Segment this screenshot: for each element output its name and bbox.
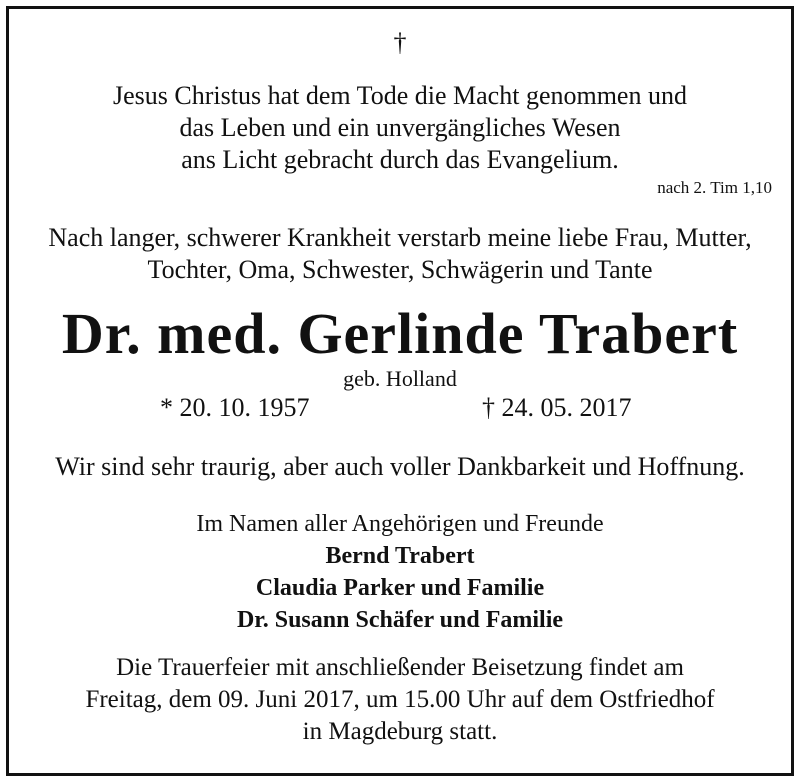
verse-source: nach 2. Tim 1,10 [657, 178, 772, 197]
intro-line-2: Tochter, Oma, Schwester, Schwägerin und Tante [147, 255, 653, 284]
mourner-name: Bernd Trabert [325, 543, 475, 569]
mourners-intro: Im Namen aller Angehörigen und Freunde [196, 511, 604, 537]
birth-date: * 20. 10. 1957 [160, 393, 310, 422]
intro-line-1: Nach langer, schwerer Krankheit verstarb meine liebe Frau, Mutter, [48, 223, 752, 252]
verse-line-3: ans Licht gebracht durch das Evangelium. [181, 145, 619, 174]
funeral-line-1: Die Trauerfeier mit anschließender Beisetzung findet am [116, 654, 684, 681]
cross-icon: † [393, 28, 407, 57]
thanks-line: Wir sind sehr traurig, aber auch voller Dankbarkeit und Hoffnung. [55, 452, 745, 481]
funeral-line-2: Freitag, dem 09. Juni 2017, um 15.00 Uhr auf dem Ostfriedhof [85, 686, 715, 713]
deceased-name: Dr. med. Gerlinde Trabert [61, 301, 739, 366]
verse-line-2: das Leben und ein unvergängliches Wesen [179, 113, 621, 142]
death-date: † 24. 05. 2017 [482, 393, 632, 422]
maiden-name: geb. Holland [343, 366, 457, 391]
funeral-line-3: in Magdeburg statt. [302, 718, 498, 745]
mourner-name: Claudia Parker und Familie [255, 575, 545, 601]
verse-line-1: Jesus Christus hat dem Tode die Macht genommen und [113, 81, 687, 110]
mourner-name: Dr. Susann Schäfer und Familie [236, 607, 564, 633]
